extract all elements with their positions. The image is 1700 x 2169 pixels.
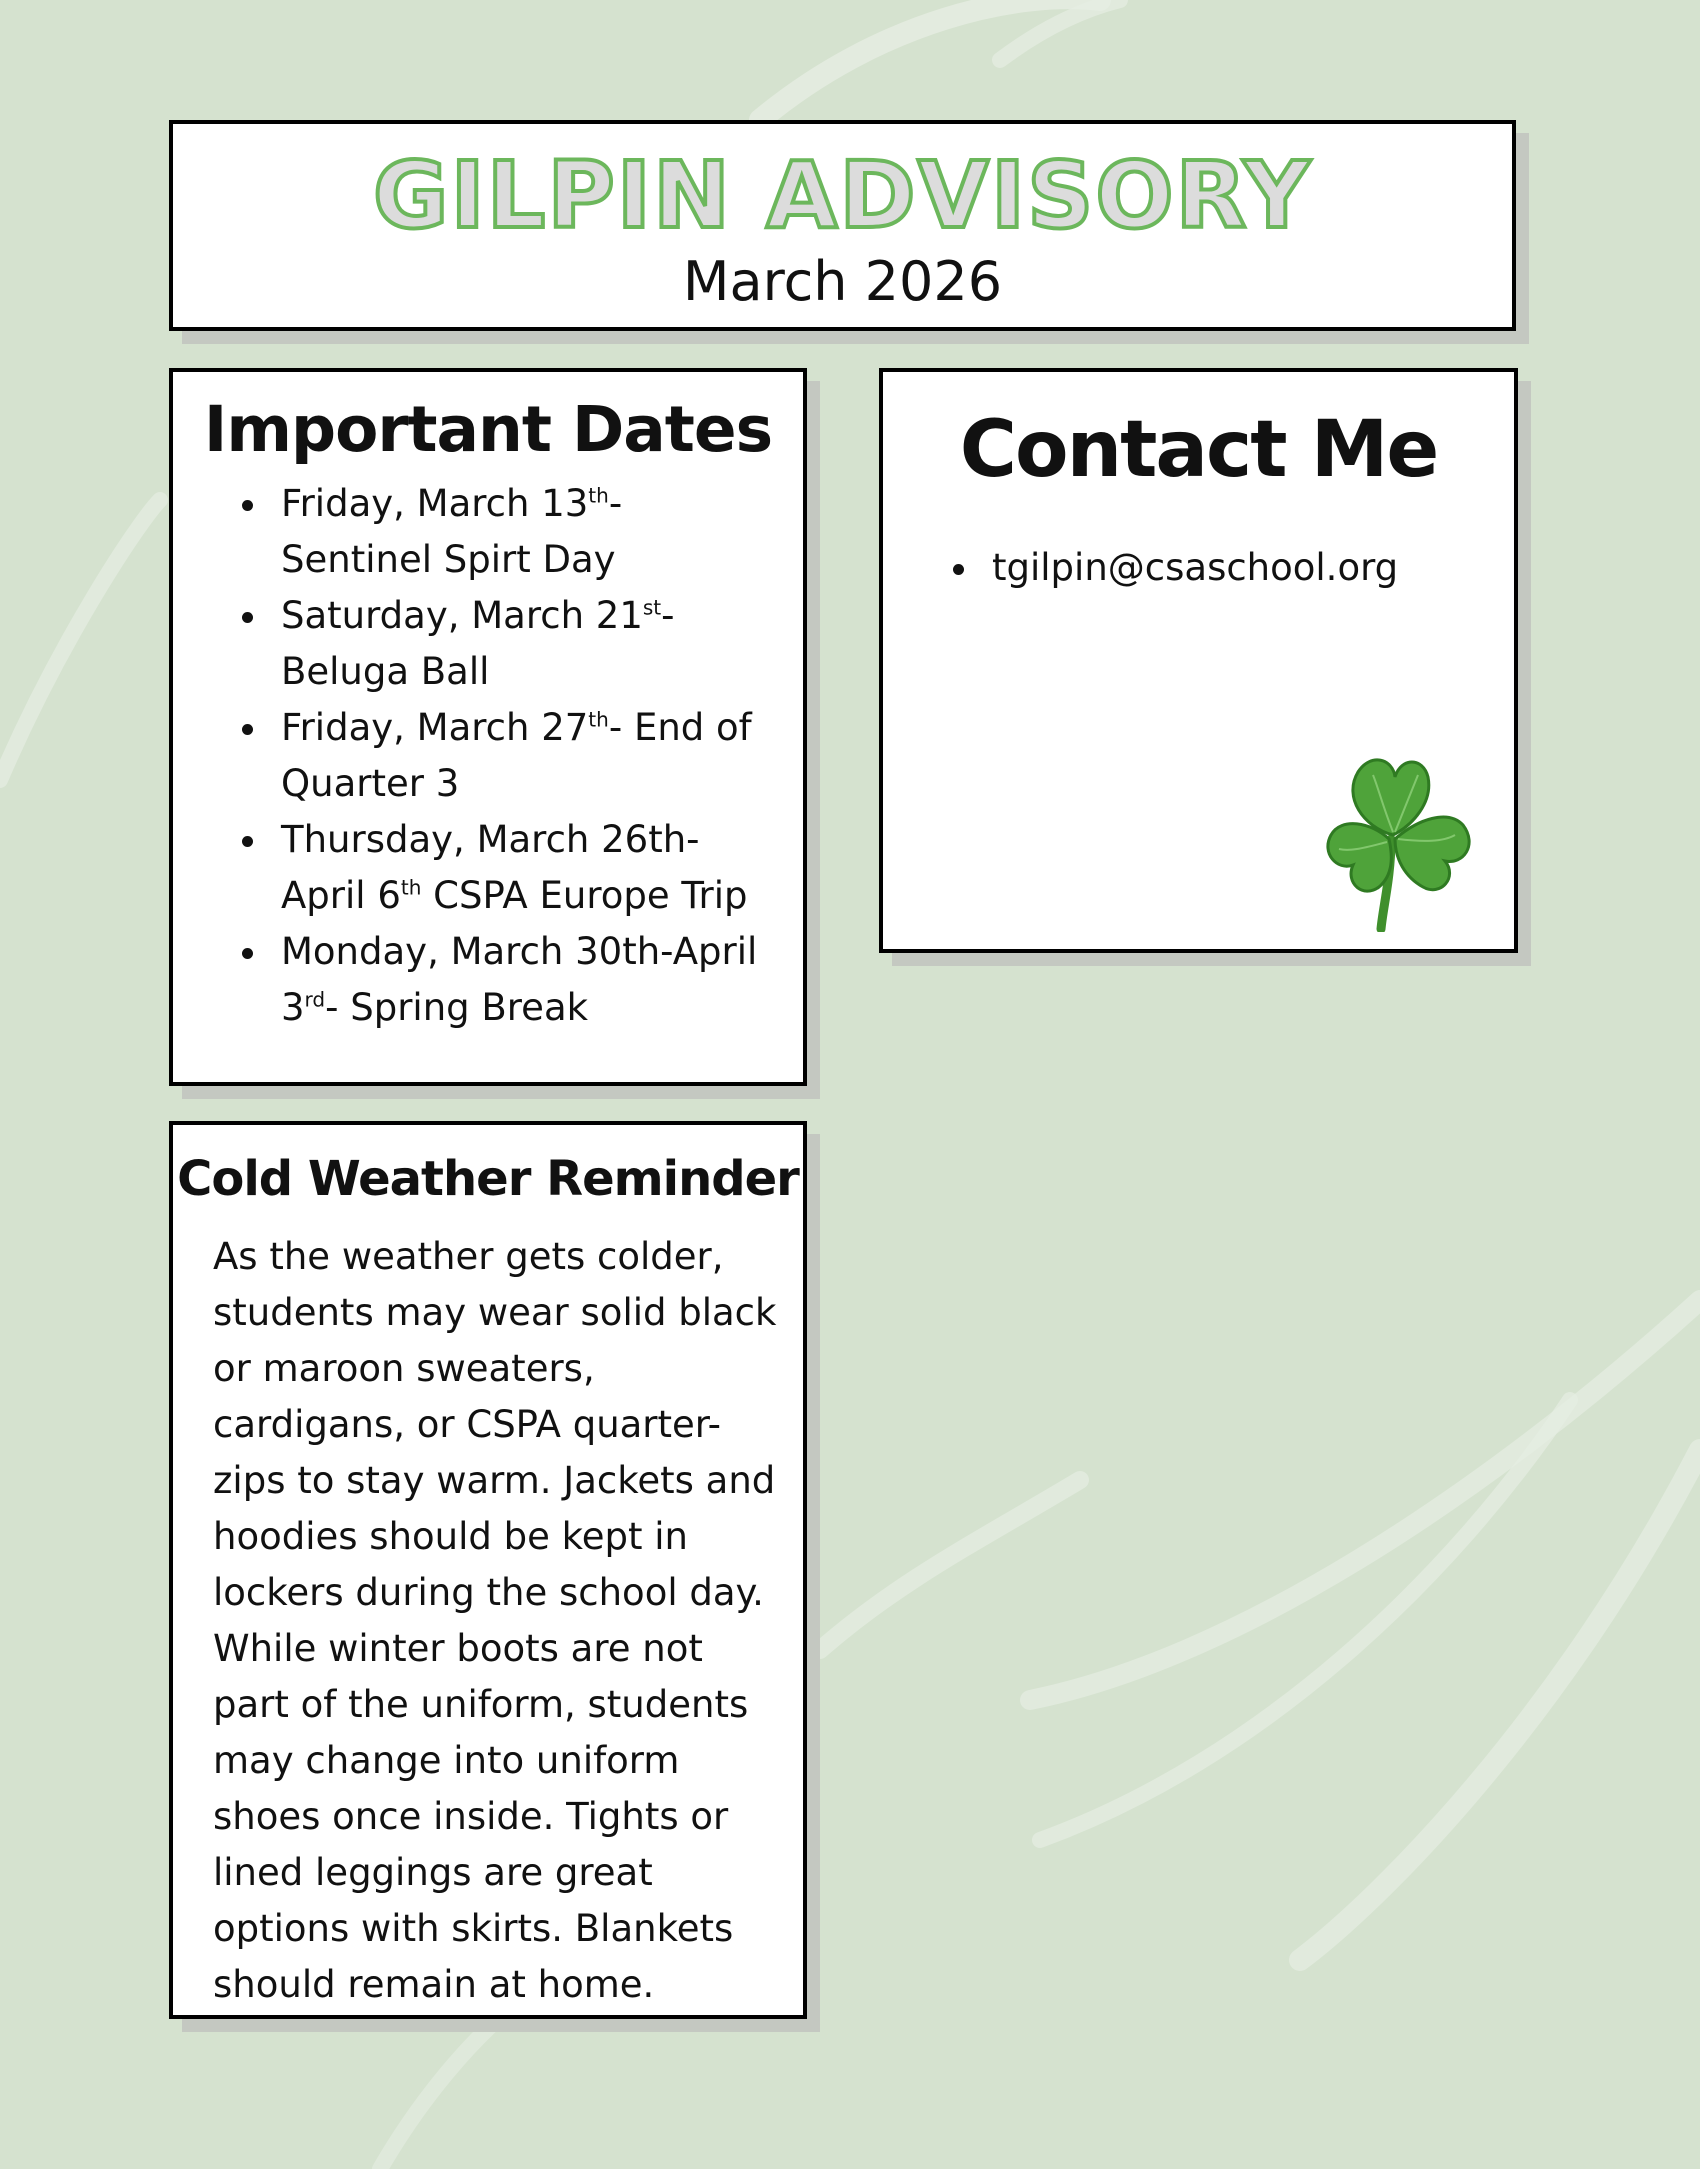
contact-list: [883, 540, 1514, 596]
cold-weather-card: [169, 1121, 807, 2019]
contact-heading: Contact Me: [959, 405, 1438, 495]
important-dates-list: [173, 476, 803, 1036]
contact-card: [879, 368, 1518, 953]
email-link[interactable]: tgilpin@csaschool.org: [883, 540, 1514, 596]
important-dates-card: [169, 368, 807, 1086]
newsletter-date: March 2026: [682, 250, 1003, 313]
list-item: Friday, March 27th- End of Quarter 3: [173, 700, 803, 812]
important-dates-heading: Important Dates: [203, 393, 773, 466]
cold-weather-body: As the weather gets colder, students may wear solid black or maroon sweaters, cardigans, or CSPA quarter-zips to stay warm. Jackets and hoodies should be kept in lockers during the school day. While winter boots are not part of the uniform, students may change into uniform shoes once inside. Tights or lined leggings are great options with skirts. Blankets should remain at home.: [213, 1235, 777, 2006]
list-item: Saturday, March 21st- Beluga Ball: [173, 588, 803, 700]
list-item: Thursday, March 26th-April 6th CSPA Europe Trip: [173, 812, 803, 924]
list-item: Monday, March 30th-April 3rd- Spring Break: [173, 924, 803, 1036]
header-card: [169, 120, 1516, 331]
newsletter-title: GILPIN ADVISORY: [373, 142, 1312, 249]
shamrock-icon: [1323, 747, 1473, 932]
list-item: Friday, March 13th- Sentinel Spirt Day: [173, 476, 803, 588]
cold-weather-heading: Cold Weather Reminder: [177, 1151, 799, 1207]
